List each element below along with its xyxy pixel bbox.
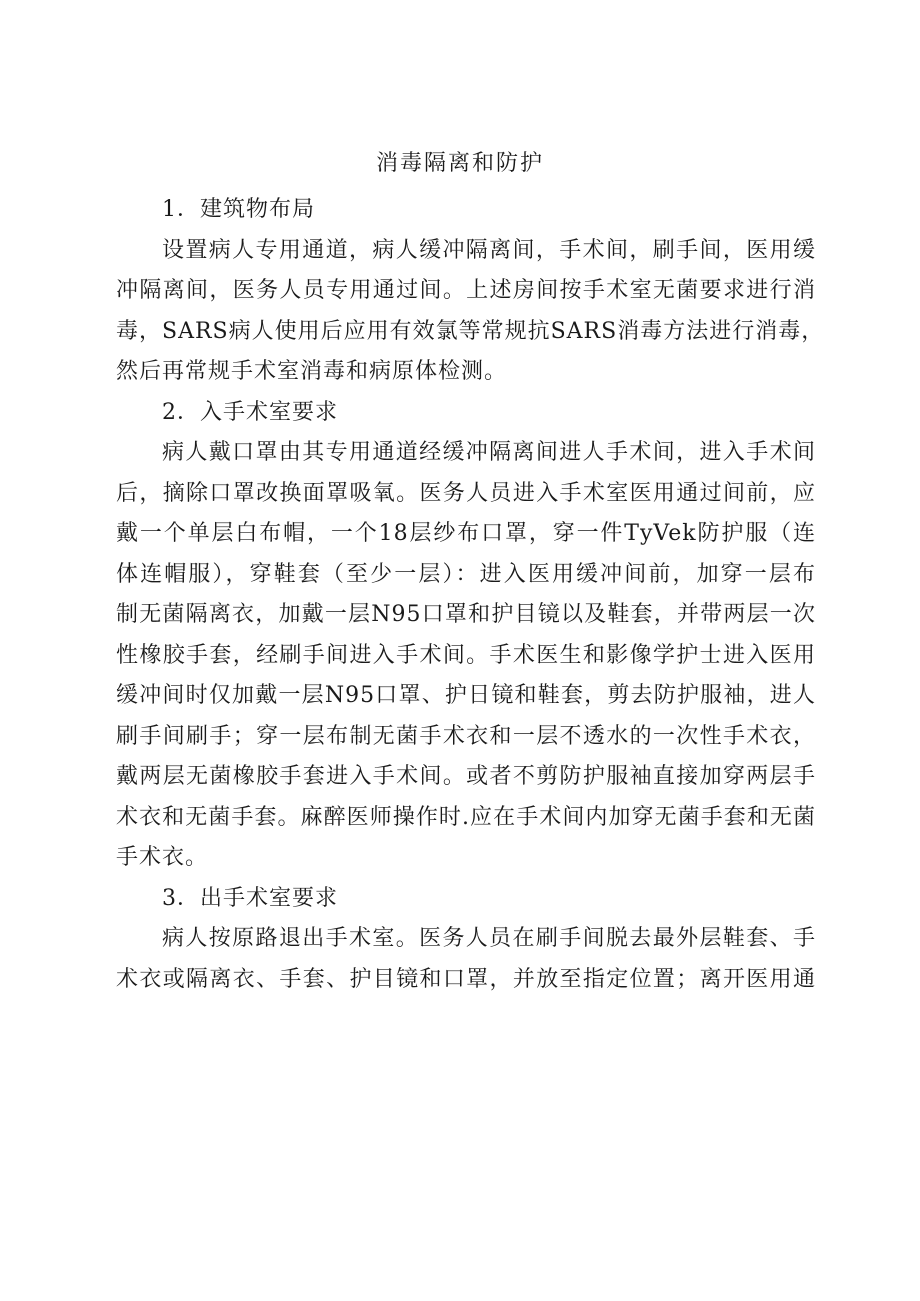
paragraph-line: 刷手间刷手；穿一层布制无菌手术衣和一层不透水的一次性手术衣， <box>116 723 816 749</box>
document-title: 消毒隔离和防护 <box>375 151 544 176</box>
paragraph-line: 体连帽服），穿鞋套（至少一层）：进入医用缓冲间前，加穿一层布 <box>116 561 816 587</box>
section-heading: 3．出手术室要求 <box>162 885 338 911</box>
paragraph-line: 设置病人专用通道，病人缓冲隔离间，手术间，刷手间，医用缓 <box>162 237 816 263</box>
paragraph-line: 戴一个单层白布帽，一个18层纱布口罩，穿一件TyVek防护服（连 <box>116 521 816 546</box>
document-body <box>116 190 825 1000</box>
paragraph-line: 术衣和无菌手套。麻醉医师操作时.应在手术间内加穿无菌手套和无菌 <box>116 804 816 830</box>
paragraph-line: 制无菌隔离衣，加戴一层N95口罩和护目镜以及鞋套，并带两层一次 <box>116 602 816 627</box>
section-heading: 1．建筑物布局 <box>162 197 315 222</box>
paragraph-line: 后，摘除口罩改换面罩吸氧。医务人员进入手术室医用通过间前，应 <box>116 480 816 506</box>
paragraph-line: 性橡胶手套，经刷手间进入手术间。手术医生和影像学护士进入医用 <box>116 642 816 668</box>
paragraph-line: 术衣或隔离衣、手套、护目镜和口罩，并放至指定位置；离开医用通 <box>116 966 816 992</box>
paragraph-line: 病人戴口罩由其专用通道经缓冲隔离间进人手术间，进入手术间 <box>162 440 816 465</box>
paragraph-line: 然后再常规手术室消毒和病原体检测。 <box>116 359 508 384</box>
paragraph-line: 冲隔离间，医务人员专用通过间。上述房间按手术室无菌要求进行消 <box>116 278 816 303</box>
paragraph-line: 毒，SARS病人使用后应用有效氯等常规抗SARS消毒方法进行消毒， <box>116 318 825 344</box>
paragraph-line: 病人按原路退出手术室。医务人员在刷手间脱去最外层鞋套、手 <box>162 926 816 951</box>
section-heading: 2．入手术室要求 <box>162 399 338 425</box>
paragraph-line: 手术衣。 <box>116 845 209 870</box>
paragraph-line: 戴两层无菌橡胶手套进入手术间。或者不剪防护服袖直接加穿两层手 <box>116 764 816 789</box>
paragraph-line: 缓冲间时仅加戴一层N95口罩、护日镜和鞋套，剪去防护服袖，进人 <box>116 683 816 708</box>
